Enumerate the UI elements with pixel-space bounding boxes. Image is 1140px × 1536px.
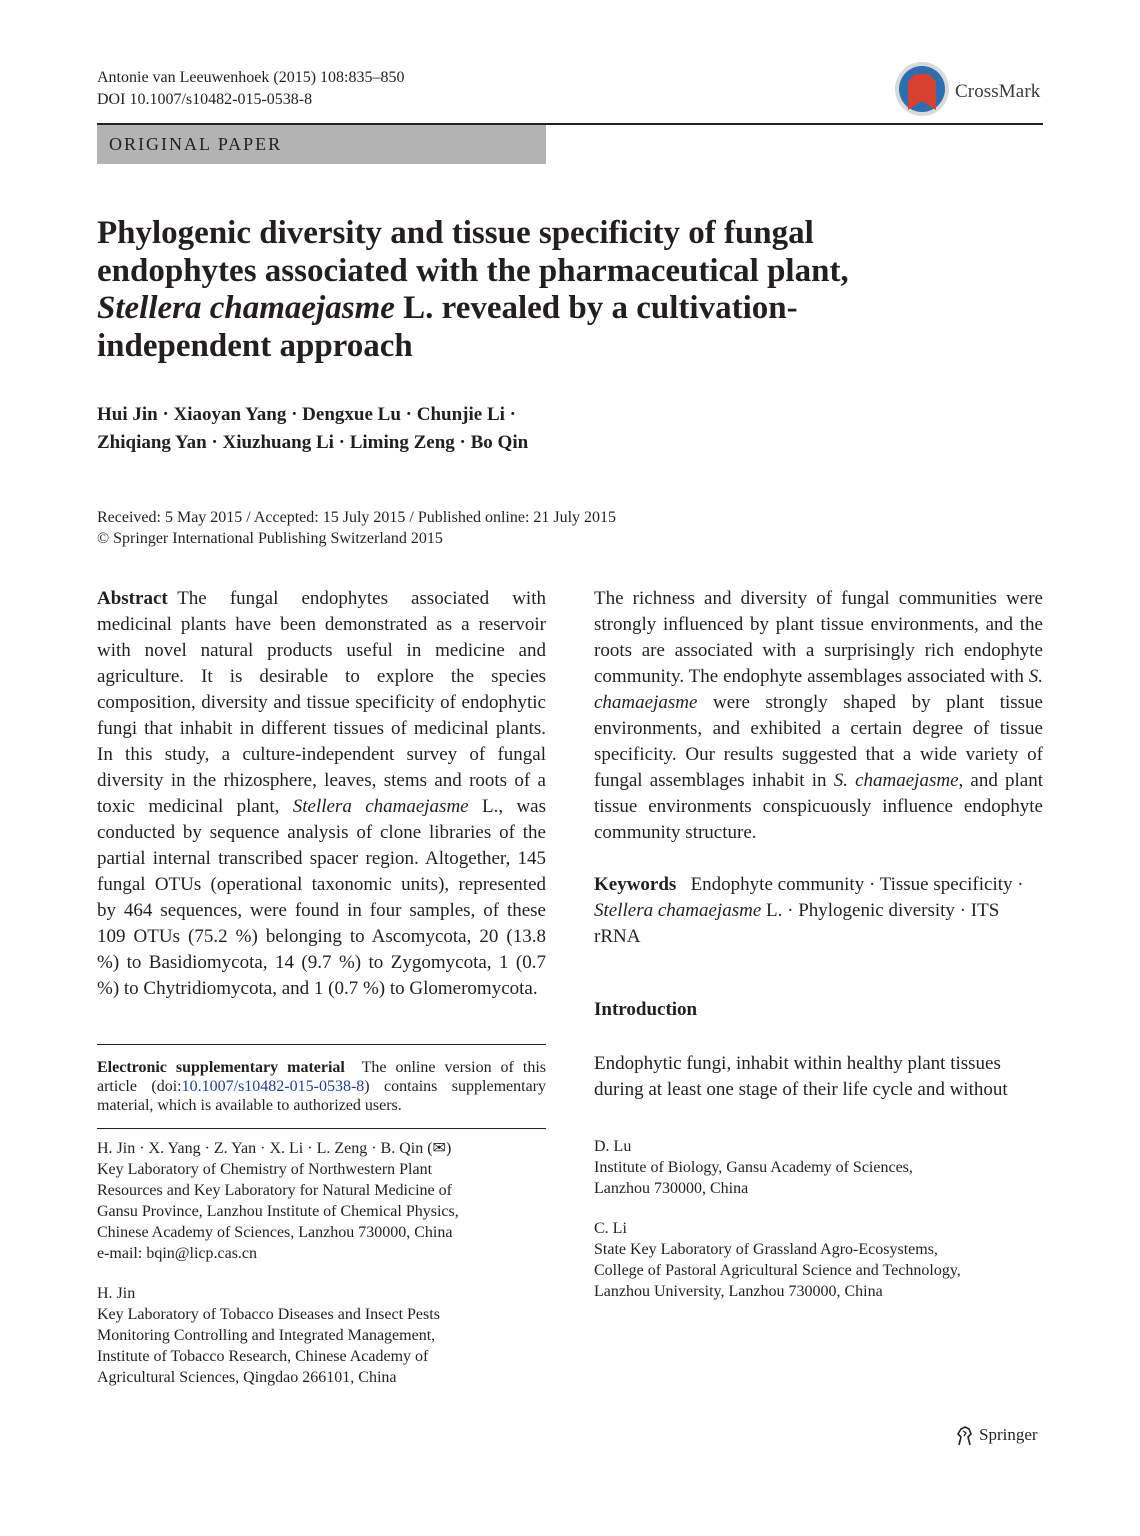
- affiliation-rule: [97, 1128, 546, 1129]
- affiliation-line: Institute of Tobacco Research, Chinese Academy of: [97, 1348, 429, 1365]
- introduction-section: [594, 1051, 1043, 1103]
- affiliation-names: H. Jin: [97, 1285, 136, 1302]
- affiliation-block: [594, 1136, 1043, 1199]
- esm-doi-link[interactable]: 10.1007/s10482-015-0538-8: [181, 1078, 365, 1095]
- right-spacer: [594, 1124, 1043, 1125]
- esm-text-a: The online version of this article (doi:: [97, 1059, 547, 1095]
- esm-heading: Electronic supplementary material: [97, 1059, 345, 1076]
- publication-dates: [97, 507, 616, 549]
- abstract-cont-b: were strongly shaped by plant tissue environments, and exhibited a certain degree of tissue specificity. Our results suggested that a wide variety of fungal assemblages inhabit in: [594, 692, 1043, 791]
- affiliation-line: Chinese Academy of Sciences, Lanzhou 730000, China: [97, 1224, 453, 1241]
- affiliation-email[interactable]: e-mail: bqin@licp.cas.cn: [97, 1245, 258, 1262]
- keywords-species: Stellera chamaejasme: [594, 900, 762, 921]
- authors-line1: Hui Jin · Xiaoyan Yang · Dengxue Lu · Chunjie Li ·: [97, 404, 516, 425]
- supplementary-note: [97, 1058, 546, 1115]
- affiliation-names: C. Li: [594, 1220, 627, 1237]
- introduction-text: Endophytic fungi, inhabit within healthy plant tissues during at least one stage of their life cycle and without: [594, 1053, 1008, 1100]
- crossmark-label: CrossMark: [955, 81, 1041, 102]
- affiliation-names: H. Jin · X. Yang · Z. Yan · X. Li · L. Zeng · B. Qin (✉): [97, 1140, 452, 1157]
- abstract-cont-a: The richness and diversity of fungal communities were strongly influenced by plant tissue environments, and the roots are associated with a surprisingly rich endophyte community. The endophyte assemblages associated with: [594, 588, 1043, 687]
- affiliation-block: [594, 1218, 1043, 1302]
- affiliation-line: Agricultural Sciences, Qingdao 266101, China: [97, 1369, 397, 1386]
- publisher-logo: [955, 1424, 1045, 1448]
- keywords-text-a: Endophyte community · Tissue specificity ·: [676, 874, 1024, 895]
- keywords-paragraph: [594, 872, 1043, 950]
- authors-line2: Zhiqiang Yan · Xiuzhuang Li · Liming Zeng · Bo Qin: [97, 432, 529, 453]
- affiliation-line: Gansu Province, Lanzhou Institute of Chemical Physics,: [97, 1203, 459, 1220]
- affiliations-left: [97, 1138, 546, 1388]
- article-title: [97, 215, 957, 365]
- affiliation-line: State Key Laboratory of Grassland Agro-Ecosystems,: [594, 1241, 938, 1258]
- section-tag: ORIGINAL PAPER: [97, 125, 546, 164]
- esm-text-b: ) contains supplementary material, which is available to authorized users.: [97, 1078, 546, 1114]
- abstract-heading: Abstract: [97, 588, 168, 609]
- title-part1: Phylogenic diversity and tissue specificity of fungal endophytes associated with the pharmaceutical plant,: [97, 215, 849, 289]
- left-column: [97, 586, 546, 1002]
- abstract-cont-c: , and plant tissue environments conspicuously influence endophyte community structure.: [594, 770, 1043, 843]
- affiliation-line: Lanzhou University, Lanzhou 730000, China: [594, 1283, 883, 1300]
- affiliation-line: College of Pastoral Agricultural Science and Technology,: [594, 1262, 961, 1279]
- affiliation-block: [97, 1283, 546, 1388]
- affiliation-line: Lanzhou 730000, China: [594, 1180, 749, 1197]
- affiliation-line: Monitoring Controlling and Integrated Management,: [97, 1327, 436, 1344]
- springer-horse-icon: [955, 1425, 975, 1447]
- affiliation-names: D. Lu: [594, 1138, 632, 1155]
- abstract-text-b: L., was conducted by sequence analysis of clone libraries of the partial internal transcribed spacer region. Altogether, 145 fungal OTUs (operational taxonomic units), represented by 464 sequences, were found in four samples, of these 109 OTUs (75.2 %) belonging to Ascomycota, 20 (13.8 %) to Basidiomycota, 14 (9.7 %) to Zygomycota, 1 (0.7 %) to Chytridiomycota, and 1 (0.7 %) to Glomeromycota.: [97, 796, 546, 999]
- abstract-cont-species-1: S. chamaejasme: [594, 666, 1043, 713]
- crossmark-badge[interactable]: [893, 62, 1053, 118]
- dates-line: Received: 5 May 2015 / Accepted: 15 July 2015 / Published online: 21 July 2015: [97, 509, 617, 526]
- affiliation-line: Key Laboratory of Chemistry of Northwestern Plant: [97, 1161, 433, 1178]
- affiliation-line: Key Laboratory of Tobacco Diseases and Insect Pests: [97, 1306, 440, 1323]
- title-part2: L. revealed by a cultivation-independent approach: [97, 290, 798, 364]
- affiliation-line: Institute of Biology, Gansu Academy of Sciences,: [594, 1159, 913, 1176]
- doi-line: DOI 10.1007/s10482-015-0538-8: [97, 91, 313, 108]
- crossmark-icon: [893, 60, 951, 118]
- affiliations-right: [594, 1136, 1043, 1302]
- abstract-paragraph: [97, 586, 546, 1002]
- abstract-continuation: [594, 586, 1043, 846]
- abstract-cont-species-2: S. chamaejasme: [833, 770, 959, 791]
- affiliation-block: [97, 1138, 546, 1264]
- keywords-heading: Keywords: [594, 874, 677, 895]
- abstract-text-a: The fungal endophytes associated with medicinal plants have been demonstrated as a reservoir with novel natural products useful in medicine and agriculture. It is desirable to explore the species composition, diversity and tissue specificity of endophytic fungi that inhabit in different tissues of medicinal plants. In this study, a culture-independent survey of fungal diversity in the rhizosphere, leaves, stems and roots of a toxic medicinal plant,: [97, 588, 546, 817]
- publisher-name: Springer: [979, 1425, 1038, 1444]
- journal-citation: [97, 67, 404, 111]
- title-species: Stellera chamaejasme: [97, 290, 395, 326]
- affiliation-line: Resources and Key Laboratory for Natural Medicine of: [97, 1182, 452, 1199]
- footnote-rule: [97, 1044, 546, 1045]
- abstract-species: Stellera chamaejasme: [292, 796, 469, 817]
- introduction-heading: Introduction: [594, 999, 698, 1020]
- journal-line: Antonie van Leeuwenhoek (2015) 108:835–850: [97, 69, 405, 86]
- copyright-line: © Springer International Publishing Switzerland 2015: [97, 530, 443, 547]
- keywords-text-b: L. · Phylogenic diversity · ITS rRNA: [594, 900, 1000, 947]
- author-list: [97, 401, 797, 457]
- right-column: [594, 586, 1043, 950]
